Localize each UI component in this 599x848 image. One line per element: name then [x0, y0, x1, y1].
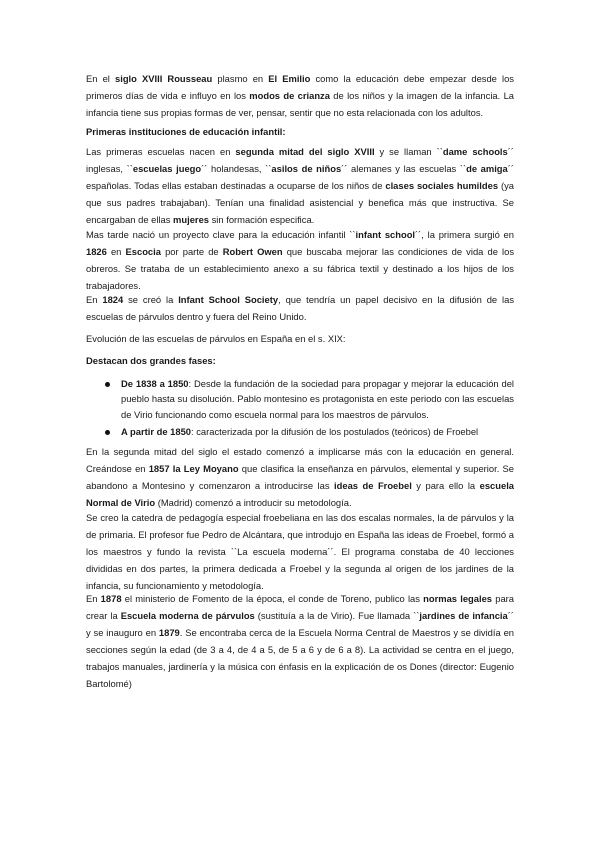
paragraph-infant-school: Mas tarde nació un proyecto clave para la educación infantil ``infant school´´, la primera surgió en 1826 en Escocia por parte de Robert Owen que buscaba mejorar las condiciones de vida de los obreros. Se trataba de un establecimiento anexo a su fábrica textil y destinado a los hijos de los trabajadores. — [86, 229, 515, 292]
bullet-icon — [105, 430, 110, 435]
paragraph-1878: En 1878 el ministerio de Fomento de la época, el conde de Toreno, publico las normas legales para crear la Escuela moderna de párvulos (sustituía a la de Virio). Fue llamada ``jardines de infancia´´ y se inauguro en 1879. Se encontraba cerca de la Escuela Norma Central de Maestros y se dividía en secciones según la edad (de 3 a 4, de 4 a 5, de 5 a 6 y de 6 a 8). La actividad se centra en el juego, trabajos manuales, jardinería y la música con énfasis en la explicación de os Dones (director: Eugenio Bartolomé) — [86, 593, 514, 690]
paragraph-primeras-escuelas: Las primeras escuelas nacen en segunda mitad del siglo XVIII y se llaman ``dame schools´´ inglesas, ``escuelas juego´´ holandesas, ``asilos de niños´´ alemanes y las escuelas ``de amiga´´ españolas. Todas ellas estaban destinadas a ocuparse de los niños de clases sociales humildes (ya que sus padres trabajaban). Tenían una finalidad asistencial y benefica más que instructiva. Se encargaban de ellas mujeres sin formación especifica. — [86, 146, 514, 226]
paragraph-infant-school-society: En 1824 se creó la Infant School Society, que tendría un papel decisivo en la difusión de las escuelas de párvulos dentro y fuera del Reino Unido. — [86, 294, 515, 323]
paragraph-rousseau: En el siglo XVIII Rousseau plasmo en El Emilio como la educación debe empezar desde los primeros días de vida e influyo en los modos de crianza de los niños y la imagen de la infancia. La infancia tiene sus propias formas de ver, pensar, sentir que no esta relacionada con los adultos. — [86, 73, 514, 119]
paragraph-evolucion: Evolución de las escuelas de párvulos en España en el s. XIX: — [86, 333, 346, 344]
paragraph-ley-moyano: En la segunda mitad del siglo el estado comenzó a implicarse más con la educación en general. Creándose en 1857 la Ley Moyano que clasifica la enseñanza en párvulos, elemental y superior. Se abandono a Montesino y comenzaron a introducirse las ideas de Froebel y para ello la escuela Normal de Virio (Madrid) comenzó a introducir su metodología. — [86, 446, 515, 509]
heading-primeras-instituciones: Primeras instituciones de educación infantil: — [86, 126, 286, 137]
phases-list — [86, 376, 514, 442]
bullet-icon — [105, 382, 110, 387]
list-item: A partir de 1850: caracterizada por la difusión de los postulados (teóricos) de Froebel — [86, 424, 514, 439]
paragraph-catedra: Se creo la catedra de pedagogía especial froebeliana en las dos escalas normales, la de párvulos y la de primaria. El profesor fue Pedro de Alcántara, que introdujo en España las ideas de Froebel, formó a los maestros y fundo la revista ``La escuela moderna´´. El programa constaba de 40 lecciones divididas en dos partes, la primera dedicada a Froebel y la segunda al origen de los jardines de la infancia, su funcionamiento y metodología. — [86, 512, 514, 592]
list-item: De 1838 a 1850: Desde la fundación de la sociedad para propagar y mejorar la educación del pueblo hasta su disolución. Pablo montesino es protagonista en este periodo con las escuelas de Virio funcionando como escuela normal para los maestros de párvulos. — [86, 376, 514, 422]
heading-dos-fases: Destacan dos grandes fases: — [86, 355, 216, 366]
